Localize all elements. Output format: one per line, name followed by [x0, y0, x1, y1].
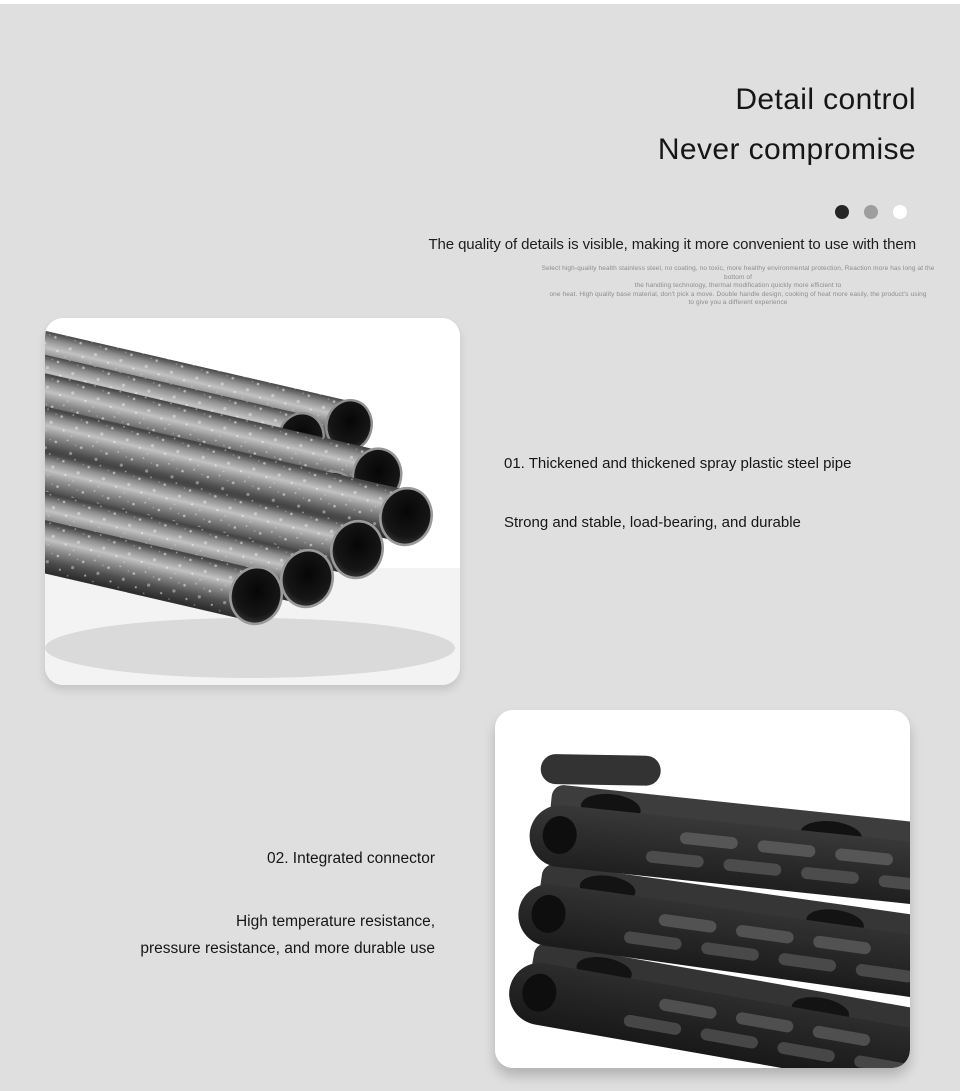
- top-divider: [0, 0, 960, 4]
- feature1-description: Strong and stable, load-bearing, and durable: [504, 514, 801, 531]
- carousel-dot-3[interactable]: [893, 205, 907, 219]
- feature2-description: [140, 908, 435, 962]
- steel-pipes-image: [45, 318, 460, 685]
- feature2-description-line-2: pressure resistance, and more durable use: [140, 940, 435, 957]
- connectors-image: [495, 710, 910, 1068]
- subtitle: The quality of details is visible, making it more convenient to use with them: [428, 236, 916, 253]
- carousel-dot-1[interactable]: [835, 205, 849, 219]
- feature2-description-line-1: High temperature resistance,: [235, 913, 435, 930]
- fine-print-line: to give you a different experience: [688, 299, 788, 307]
- fine-print: [540, 265, 936, 308]
- feature2-title: 02. Integrated connector: [266, 850, 435, 867]
- title-line-1: Detail control: [735, 83, 916, 116]
- carousel-dots: [835, 205, 907, 219]
- steel-pipes-illustration: [45, 318, 460, 685]
- fine-print-line: Select high-quality health stainless steel, no coating, no toxic, more healthy environmental protection, Reaction more has long at the bottom of: [541, 265, 935, 281]
- fine-print-line: one heat. High quality base material, don't pick a move. Double handle design, cooking of heat more easily, the product's using: [549, 290, 927, 298]
- feature1-title: 01. Thickened and thickened spray plastic steel pipe: [504, 455, 852, 472]
- carousel-dot-2[interactable]: [864, 205, 878, 219]
- title-line-2: Never compromise: [657, 133, 916, 166]
- fine-print-line: the handling technology, thermal modification quickly more efficient to: [634, 282, 842, 290]
- page-title: [658, 75, 916, 175]
- connectors-illustration: [495, 710, 910, 1068]
